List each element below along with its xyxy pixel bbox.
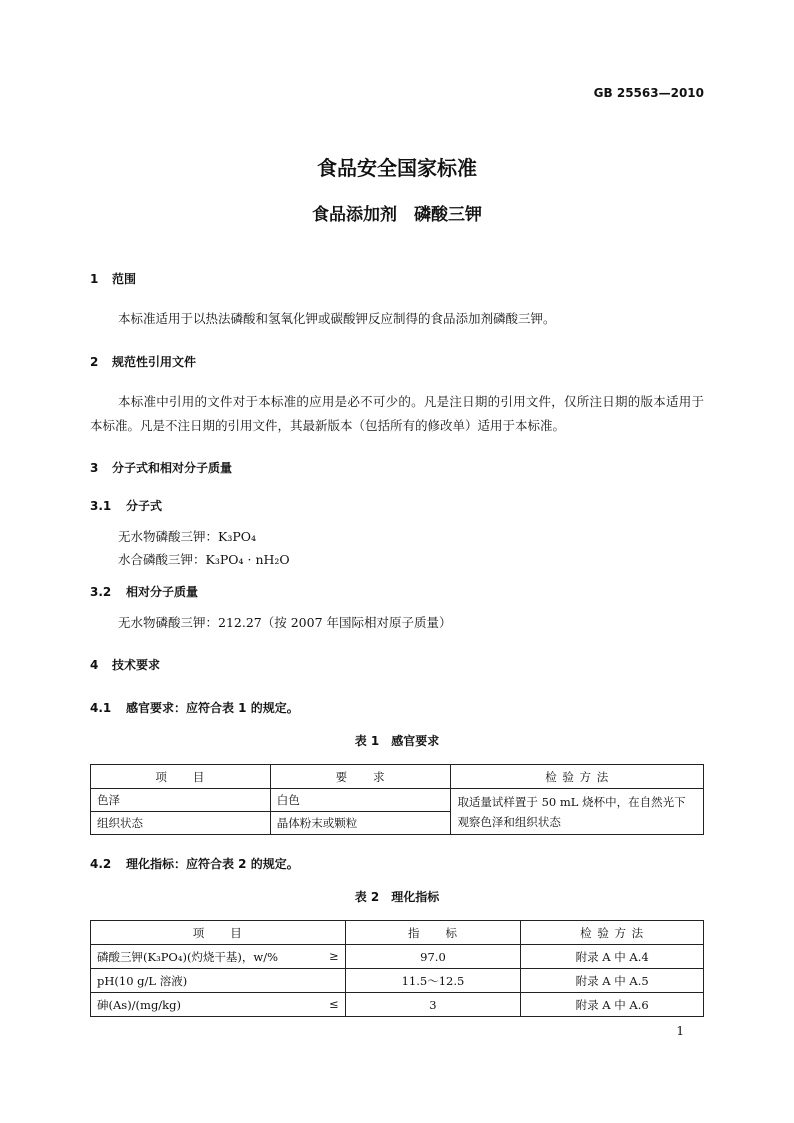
- section-number: 3.2: [90, 585, 112, 599]
- item-label: 砷(As)/(mg/kg): [97, 997, 181, 1012]
- section-3-heading: [90, 459, 232, 476]
- column-header: 指 标: [345, 921, 521, 945]
- standard-code: GB 25563—2010: [593, 86, 704, 100]
- section-number: 4.2: [90, 857, 112, 871]
- table-2-caption: 表 2 理化指标: [354, 890, 440, 904]
- table-cell: 附录 A 中 A.4: [521, 945, 704, 969]
- section-1-heading: [90, 270, 136, 287]
- table-row: [91, 789, 704, 812]
- table-header-row: [91, 921, 704, 945]
- column-header: 项 目: [91, 921, 346, 945]
- comparison-symbol: ≤: [328, 996, 339, 1011]
- column-header: 检 验 方 法: [451, 765, 704, 789]
- comparison-symbol: ≥: [328, 948, 339, 963]
- table-cell: 附录 A 中 A.6: [521, 993, 704, 1017]
- table-row: [91, 969, 704, 993]
- table-cell: 3: [345, 993, 521, 1017]
- table-cell: [91, 993, 346, 1017]
- document-title: 食品安全国家标准: [317, 156, 477, 180]
- section-3-1-heading: [90, 497, 162, 514]
- table-cell: 白色: [270, 789, 451, 812]
- table-1-sensory: [90, 764, 704, 835]
- column-header: 检 验 方 法: [521, 921, 704, 945]
- section-title: 范围: [112, 272, 137, 286]
- table-row: [91, 945, 704, 969]
- section-title: 分子式: [126, 499, 163, 513]
- section-title: 相对分子质量: [126, 585, 199, 599]
- item-label: pH(10 g/L 溶液): [97, 973, 188, 988]
- section-number: 2: [90, 355, 99, 369]
- column-header: 项 目: [91, 765, 271, 789]
- section-number: 4: [90, 658, 99, 672]
- section-number: 1: [90, 272, 99, 286]
- molecular-mass-text: 无水物磷酸三钾：212.27（按 2007 年国际相对原子质量）: [118, 615, 452, 630]
- section-2-text: 本标准中引用的文件对于本标准的应用是必不可少的。凡是注日期的引用文件，仅所注日期的版本适用于本标准。凡是不注日期的引用文件，其最新版本（包括所有的修改单）适用于本标准。: [90, 394, 704, 433]
- section-2-heading: [90, 353, 196, 370]
- page-number: 1: [676, 1024, 684, 1038]
- table-cell: [91, 945, 346, 969]
- section-title: 规范性引用文件: [112, 355, 197, 369]
- section-4-1-heading: [90, 699, 299, 716]
- section-number: 4.1: [90, 701, 112, 715]
- column-header: 要 求: [270, 765, 451, 789]
- table-header-row: [91, 765, 704, 789]
- section-4-heading: [90, 656, 160, 673]
- table-cell: 晶体粉末或颗粒: [270, 812, 451, 835]
- document-subtitle: 食品添加剂 磷酸三钾: [312, 205, 482, 225]
- formula-anhydrous: 无水物磷酸三钾：K₃PO₄: [118, 529, 257, 544]
- section-4-2-heading: [90, 855, 299, 872]
- table-cell: 色泽: [91, 789, 271, 812]
- section-1-text: 本标准适用于以热法磷酸和氢氧化钾或碳酸钾反应制得的食品添加剂磷酸三钾。: [118, 311, 556, 326]
- table-cell: [91, 969, 346, 993]
- section-title: 分子式和相对分子质量: [112, 461, 233, 475]
- table-cell-method: 取适量试样置于 50 mL 烧杯中，在自然光下观察色泽和组织状态: [451, 789, 704, 835]
- section-title: 技术要求: [112, 658, 161, 672]
- table-2-physicochemical: [90, 920, 704, 1017]
- table-cell: 附录 A 中 A.5: [521, 969, 704, 993]
- section-number: 3.1: [90, 499, 112, 513]
- table-cell: 11.5～12.5: [345, 969, 521, 993]
- table-row: [91, 993, 704, 1017]
- section-3-2-heading: [90, 583, 198, 600]
- item-label: 磷酸三钾(K₃PO₄)(灼烧干基)，w/%: [97, 949, 279, 964]
- section-title: 理化指标：应符合表 2 的规定。: [126, 857, 299, 871]
- table-cell: 组织状态: [91, 812, 271, 835]
- formula-hydrate: 水合磷酸三钾：K₃PO₄ · nH₂O: [118, 552, 290, 567]
- section-number: 3: [90, 461, 99, 475]
- table-cell: 97.0: [345, 945, 521, 969]
- table-1-caption: 表 1 感官要求: [354, 734, 440, 748]
- section-title: 感官要求：应符合表 1 的规定。: [126, 701, 299, 715]
